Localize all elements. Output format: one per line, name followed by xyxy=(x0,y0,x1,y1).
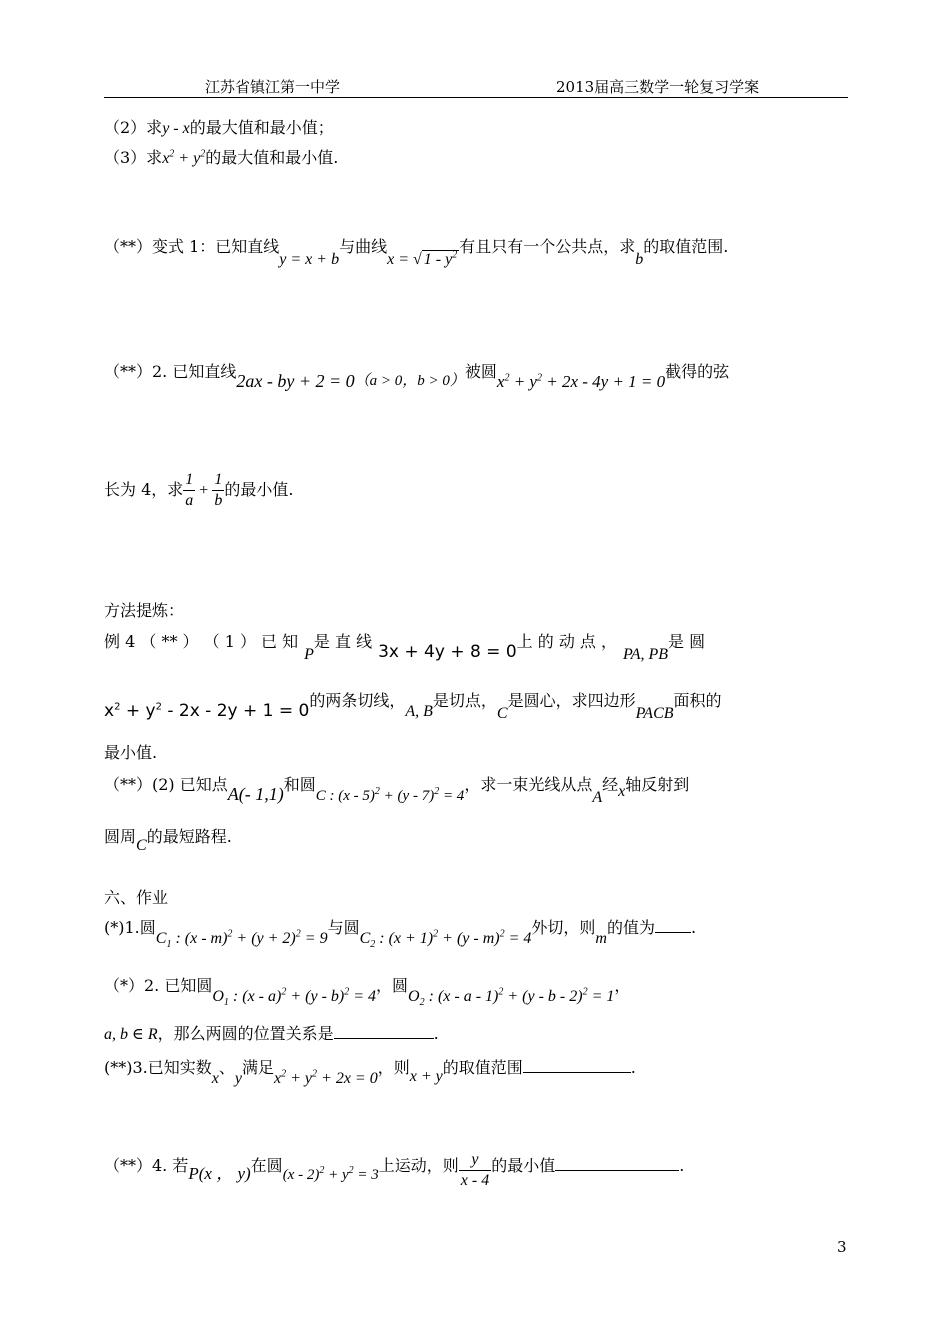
math-circle-O1: $O_1$ : (x - a)$^2$ + (y - b)$^2$ = 4 xyxy=(212,986,377,1009)
problem-2-line: （**）2. 已知直线2ax - by + 2 = 0（a > 0，b > 0）被圆$x^2 + y^2 + 2x - 4y + 1 = 0$截得的弦 xyxy=(104,362,730,391)
homework-2-line: （*）2. 已知圆$O_1$ : (x - a)$^2$ + (y - b)$^2$ = 4，圆$O_2$ : (x - a - 1)$^2$ + (y - b - 2)$^2$ = 1， xyxy=(104,976,631,1009)
math-circle-C1: $C_1$ : $(x - m)^2 + (y + 2)^2 = 9$ xyxy=(155,928,328,951)
answer-blank-4[interactable] xyxy=(555,1156,679,1171)
example-4-end: 最小值. xyxy=(104,743,158,762)
homework-3-line: (**)3.已知实数x、y满足$x^2 + y^2 + 2x = 0$，则x + y的取值范围 . xyxy=(104,1058,636,1087)
variant-1-line: （**）变式 1：已知直线y = x + b与曲线x = √ $1 - y^2$ 有且只有一个公共点，求b的取值范围. xyxy=(104,237,729,268)
math-circle-4: $(x - 2)^2 + y^2 = 3$ xyxy=(282,1165,379,1183)
math-circle-C2: $C_2$ : $(x + 1)^2 + (y - m)^2 = 4$ xyxy=(359,928,532,951)
example-4-part2-end: 圆周C的最短路程. xyxy=(104,827,232,854)
math-circle-O2: $O_2$ : (x - a - 1)$^2$ + (y - b - 2)$^2$ = 1 xyxy=(408,986,615,1009)
example-4-circle-line: $x^2 + y^2 - 2x - 2y + 1 = 0$的两条切线，A, B是切点，C是圆心，求四边形PACB面积的 xyxy=(104,691,722,722)
header-course: 2013届高三数学一轮复习学案 xyxy=(556,78,760,96)
math-constraint: $x^2 + y^2 + 2x = 0$ xyxy=(274,1068,378,1087)
math-circle-C: C : (x - 5)$^2$ + (y - 7)$^2$ = 4 xyxy=(315,786,465,804)
answer-blank-2[interactable] xyxy=(334,1024,434,1039)
header-rule xyxy=(104,97,848,98)
problem-2-cont-line: 长为 4，求 $\frac{1}{a}$ + $\frac{1}{b}$ 的最小值. xyxy=(104,471,294,509)
homework-heading: 六、作业 xyxy=(104,888,169,907)
example-4-part2-line: （**）(2) 已知点A(- 1,1)和圆C : (x - 5)$^2$ + (y - 7)$^2$ = 4，求一束光线从点A经x轴反射到 xyxy=(104,775,690,806)
example-4-line: 例 4 （ ** ） （ 1 ） 已 知P是 直 线3x + 4y + 8 = 0上 的 动 点 ，PA, PB是 圆 xyxy=(104,632,706,663)
answer-blank-1[interactable] xyxy=(655,918,691,933)
math-circle-eq-2: $x^2 + y^2 - 2x - 2y + 1 = 0$ xyxy=(104,701,310,721)
homework-4-line: （**）4. 若P(x ， y)在圆$(x - 2)^2 + y^2 = 3$上运动，则 $\frac{y}{x - 4}$ 的最小值 . xyxy=(104,1151,685,1189)
fraction-1-over-a: $\frac{1}{a}$ xyxy=(185,471,194,509)
math-x2-y2: $x^2 + y^2$ xyxy=(162,148,206,167)
page-number: 3 xyxy=(837,1238,847,1256)
math-circle-eq: $x^2 + y^2 + 2x - 4y + 1 = 0$ xyxy=(496,372,666,391)
homework-1-line: (*)1.圆$C_1$ : $(x - m)^2 + (y + 2)^2 = 9$与圆$C_2$ : $(x + 1)^2 + (y - m)^2 = 4$外切，则m的值为 . xyxy=(104,918,697,951)
question-2-line: （2）求y - x的最大值和最小值； xyxy=(104,118,334,137)
header-school: 江苏省镇江第一中学 xyxy=(205,78,341,96)
answer-blank-3[interactable] xyxy=(523,1058,631,1073)
question-3-line: （3）求$x^2 + y^2$的最大值和最小值. xyxy=(104,148,339,167)
fraction-1-over-b: $\frac{1}{b}$ xyxy=(214,471,223,509)
homework-2-cont-line: a, b ∈ R，那么两圆的位置关系是 . xyxy=(104,1024,439,1043)
method-heading: 方法提炼： xyxy=(104,601,185,620)
fraction-y-over-x-4: $\frac{y}{x - 4}$ xyxy=(460,1151,490,1189)
math-curve: x = √ $1 - y^2$ xyxy=(387,249,458,268)
